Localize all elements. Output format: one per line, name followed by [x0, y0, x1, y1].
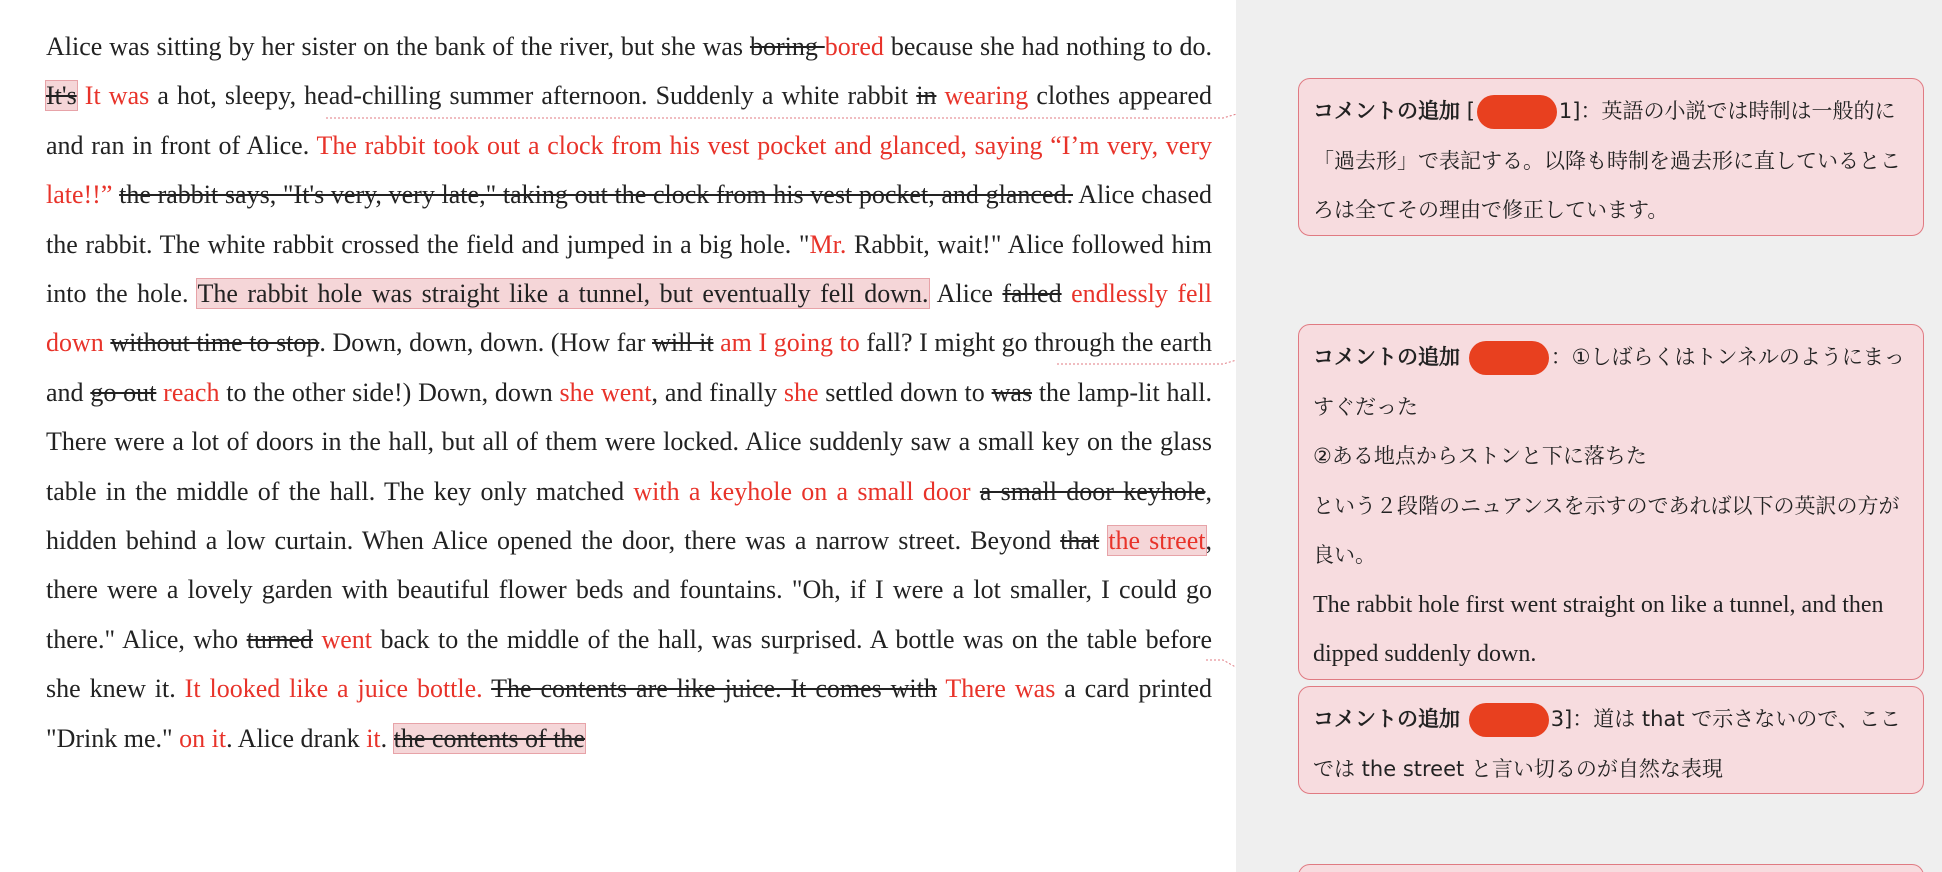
tracked-insertion: There was	[936, 674, 1056, 704]
comment-balloon-1[interactable]	[1298, 78, 1924, 236]
comment-english-suggestion: The rabbit hole first went straight on like a tunnel, and then dipped suddenly down.	[1313, 591, 1884, 667]
text-run: clothes appeared and ran in front of Alice.	[46, 81, 1212, 160]
text-run	[971, 477, 980, 506]
tracked-insertion: The rabbit took out a clock from his vest pocket and glanced, saying “I’m very, very late!!”	[46, 130, 1213, 210]
tracked-deletion: the rabbit says, "It's very, very late," taking out the clock from his vest pocket, and glanced.	[119, 180, 1073, 210]
tracked-insertion: it	[366, 723, 381, 753]
tracked-deletion: falled	[1002, 279, 1062, 309]
tracked-insertion: on it	[179, 723, 227, 753]
comment-id-open: [	[1466, 99, 1475, 123]
tracked-deletion: in	[916, 81, 937, 111]
comment-text: ：英語の小説では時制は一般的に「過去形」で表記する。以降も時制を過去形に直しているところは全てその理由で修正しています。	[1313, 99, 1901, 222]
tracked-deletion: without time to stop	[110, 328, 320, 358]
tracked-deletion: turned	[246, 624, 314, 654]
text-run: .	[380, 723, 394, 753]
comment-text: ②ある地点からストンと下に落ちた	[1313, 444, 1647, 468]
tracked-deletion-commented: It's	[46, 81, 77, 111]
document-body-text[interactable]	[46, 22, 1212, 763]
text-run: back to the middle of the hall, was surprised. A bottle was on the table before she knew it.	[46, 624, 1212, 704]
text-run: to the other side!) Down, down	[219, 377, 560, 407]
redacted-author-mark	[1477, 95, 1557, 129]
redacted-author-mark	[1469, 703, 1549, 737]
text-run: , there were a lovely garden with beautiful flower beds and fountains. "Oh, if I were a lot smaller, I could go there." Alice, who	[46, 526, 1212, 654]
tracked-insertion: It was	[76, 81, 150, 111]
tracked-insertion: wearing	[936, 81, 1029, 111]
comment-id-close: 1]	[1558, 99, 1581, 123]
comment-label: コメントの追加	[1313, 707, 1460, 731]
text-run: . Alice drank	[226, 723, 367, 753]
tracked-deletion-commented: the contents of the	[393, 723, 585, 753]
tracked-insertion: It looked like a juice bottle.	[184, 674, 483, 704]
tracked-deletion: boring	[749, 32, 825, 61]
comment-balloon-4-partial[interactable]	[1298, 864, 1924, 872]
tracked-insertion: went	[313, 624, 373, 654]
comment-text: ：道は that で示さないので、ここでは the street と言い切るのが自然な表現	[1313, 707, 1901, 781]
tracked-insertion: Mr.	[809, 229, 847, 259]
text-run: the lamp-lit hall. There were a lot of doors in the hall, but all of them were locked. Alice suddenly saw a small key on the glass table in the middle of the hall. The key only matched	[46, 377, 1212, 506]
commented-text: The rabbit hole was straight like a tunnel, but eventually fell down.	[197, 279, 929, 309]
comments-pane	[1236, 0, 1942, 872]
comment-label: コメントの追加	[1313, 99, 1460, 123]
tracked-insertion: endlessly fell down	[46, 279, 1212, 358]
tracked-insertion: with a keyhole on a small door	[633, 476, 971, 506]
tracked-deletion: go out	[90, 377, 157, 407]
tracked-insertion: she	[783, 377, 819, 407]
tracked-deletion: that	[1060, 526, 1100, 556]
comment-balloon-3[interactable]	[1298, 686, 1924, 794]
text-run: because she had nothing to do.	[883, 32, 1212, 61]
text-run: Alice	[928, 279, 1003, 309]
text-run: a hot, sleepy, head-chilling summer afternoon. Suddenly a white rabbit	[149, 81, 917, 111]
tracked-insertion: she went	[559, 377, 652, 407]
text-run: Rabbit, wait!" Alice followed him into the hole.	[46, 229, 1213, 309]
text-run: . Down, down, down. (How far	[319, 328, 653, 358]
tracked-insertion-commented: the street	[1108, 526, 1206, 556]
redacted-author-mark	[1469, 341, 1549, 375]
comment-text: という２段階のニュアンスを示すのであれば以下の英訳の方が良い。	[1313, 493, 1900, 567]
comment-label: コメントの追加	[1313, 345, 1460, 369]
text-run: fall? I might go through the earth and	[46, 328, 1212, 407]
text-run: Alice was sitting by her sister on the bank of the river, but she was	[46, 32, 750, 61]
comment-text: ：①しばらくはトンネルのようにまっすぐだった	[1313, 345, 1905, 419]
text-run: , hidden behind a low curtain. When Alice opened the door, there was a narrow street. Beyond	[46, 476, 1212, 556]
text-run	[483, 674, 491, 703]
tracked-insertion: am I going to	[713, 328, 860, 358]
text-run: , and finally	[651, 377, 784, 407]
tracked-deletion: The contents are like juice. It comes with	[491, 674, 937, 704]
text-run: a card printed "Drink me."	[46, 674, 1212, 753]
comment-balloon-2[interactable]	[1298, 324, 1924, 680]
tracked-insertion: reach	[156, 377, 220, 407]
tracked-deletion: was	[991, 377, 1033, 407]
comment-id-close: 3]	[1550, 707, 1573, 731]
text-run	[1099, 526, 1108, 555]
tracked-insertion: bored	[824, 32, 884, 61]
tracked-deletion: will it	[652, 328, 714, 358]
text-run: settled down to	[818, 377, 992, 407]
text-run: Alice chased the rabbit. The white rabbit crossed the field and jumped in a big hole. "	[46, 180, 1213, 259]
tracked-deletion: a small door keyhole	[979, 476, 1206, 506]
